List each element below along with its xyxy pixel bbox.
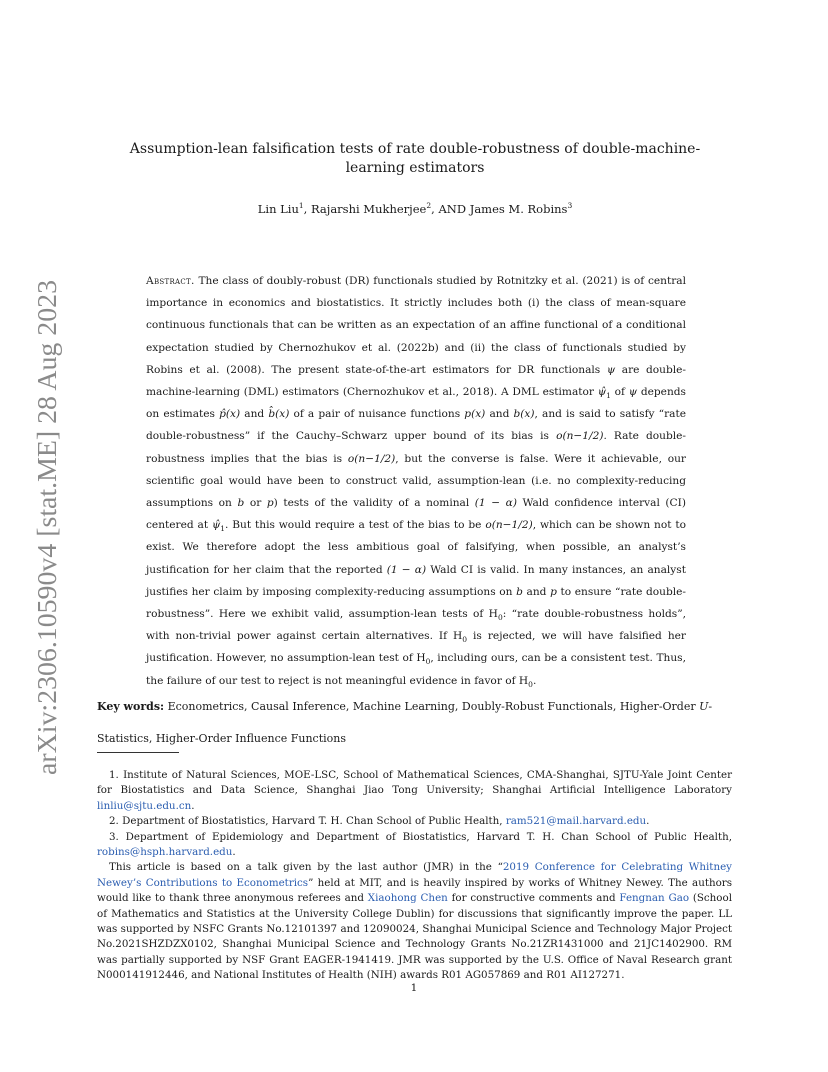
footnote-1: 1. Institute of Natural Sciences, MOE-LSC, School of Mathematical Sciences, CMA-Shanghai, SJTU-Yale Joint Center for Biostatistics and Data Science, Shanghai Jiao Tong University; Shanghai Artificial Intelligence Laboratory linliu@sjtu.edu.cn. bbox=[97, 769, 732, 812]
page-number: 1 bbox=[410, 982, 418, 994]
affiliation-mark: 3 bbox=[567, 201, 573, 211]
math-p: p bbox=[550, 585, 557, 598]
acknowledgement: This article is based on a talk given by the last author (JMR) in the “2019 Conference for Celebrating Whitney Newey’s Contributions to Econometrics” held at MIT, and is heavily inspired by works of Whitney Newey. The authors would like to thank three anonymous referees and Xiaohong Chen for constructive comments and Fengnan Gao (School of Mathematics and Statistics at the University College Dublin) for discussions that significantly improve the paper. LL was supported by NSFC Grants No.12101397 and 12090024, Shanghai Municipal Science and Technology Major Project No.2021SHZDZX0102, Shanghai Municipal Science and Technology Grants No.21ZR1431000 and 21JC1402900. RM was partially supported by NSF Grant EAGER-1941419. JMR was supported by the U.S. Office of Naval Research grant N000141912446, and National Institutes of Health (NIH) awards R01 AG057869 and R01 AI127271. bbox=[97, 861, 732, 982]
math-rate: o(n−1/2) bbox=[485, 519, 533, 532]
person-link-chen[interactable]: Xiaohong Chen bbox=[367, 892, 448, 905]
person-link-gao[interactable]: Fengnan Gao bbox=[619, 892, 690, 905]
math-p: p bbox=[266, 497, 274, 510]
math-p-x: p(x) bbox=[464, 408, 486, 421]
author-name: Lin Liu bbox=[257, 202, 299, 216]
math-rate: o(n−1/2) bbox=[347, 452, 396, 465]
author-name: James M. Robins bbox=[469, 202, 568, 216]
math-b-x: b(x) bbox=[513, 408, 535, 421]
paper-title: Assumption-lean falsification tests of rate double-robustness of double-machine-learning estimators bbox=[129, 141, 701, 176]
affiliation-mark: 1 bbox=[298, 201, 304, 211]
abstract-label: Abstract. bbox=[146, 275, 195, 287]
math-b: b bbox=[516, 585, 523, 598]
email-link-mukherjee[interactable]: ram521@mail.harvard.edu bbox=[505, 815, 647, 828]
footnote-divider bbox=[97, 752, 179, 753]
author-list: Lin Liu$^1$, Rajarshi Mukherjee$^2$, AND James M. Robins$^3$ bbox=[257, 201, 573, 216]
math-rate: o(n−1/2) bbox=[556, 430, 604, 443]
math-psi-hat: ψ̂ bbox=[211, 519, 221, 532]
math-p-hat: p̂(x) bbox=[219, 408, 241, 421]
arxiv-stamp-text: arXiv:2306.10590v4 [stat.ME] 28 Aug 2023 bbox=[32, 295, 62, 775]
math-psi-hat: ψ̂ bbox=[597, 386, 607, 399]
math-psi: ψ bbox=[606, 363, 616, 376]
email-link-liu[interactable]: linliu@sjtu.edu.cn bbox=[97, 799, 192, 812]
conference-link[interactable]: 2019 Conference for Celebrating Whitney Newey’s Contributions to Econometrics bbox=[97, 861, 732, 889]
math-b-hat: b̂(x) bbox=[268, 408, 290, 421]
abstract: Abstract. The class of doubly-robust (DR) functionals studied by Rotnitzky et al. (2021) is of central importance in economics and biostatistics. It strictly includes both (i) the class of mean-square continuous functionals that can be written as an expectation of an affine functional of a conditional expectation studied by Chernozhukov et al. (2022b) and (ii) the class of functionals studied by Robins et al. (2008). The present state-of-the-art estimators for DR functionals ψ are double-machine-learning (DML) estimators (Chernozhukov et al., 2018). A DML estimator $\psî_1$ of ψ depends on estimates p̂(x) and b̂(x) of a pair of nuisance functions p(x) and b(x), and is said to satisfy “rate double-robustness” if the Cauchy–Schwarz upper bound of its bias is o(n−1/2). Rate double-robustness implies that the bias is o(n−1/2), but the converse is false. Were it achievable, our scientific goal would have been to construct valid, assumption-lean (i.e. no complexity-reducing assumptions on b or p) tests of the validity of a nominal (1 − α) Wald confidence interval (CI) centered at $\psî_1$. But this would require a test of the bias to be o(n−1/2), which can be shown not to exist. We therefore adopt the less ambitious goal of falsifying, when possible, an analyst’s justification for her claim that the reported (1 − α) Wald CI is valid. In many instances, an analyst justifies her claim by imposing complexity-reducing assumptions on b and p to ensure “rate double-robustness”. Here we exhibit valid, assumption-lean tests of $H_0$: “rate double-robustness holds”, with non-trivial power against certain alternatives. If $H_0$ is rejected, we will have falsified her justification. However, no assumption-lean test of $H_0$, including ours, can be a consistent test. Thus, the failure of our test to reject is not meaningful evidence in favor of $H_0$. bbox=[146, 275, 687, 689]
email-link-robins[interactable]: robins@hsph.harvard.edu bbox=[97, 846, 233, 859]
math-b: b bbox=[237, 497, 245, 510]
keywords: Key words: Econometrics, Causal Inference, Machine Learning, Doubly-Robust Functionals, Higher-Order U-Statistics, Higher-Order Influence Functions bbox=[97, 700, 713, 745]
footnotes bbox=[97, 768, 732, 984]
math-alpha: (1 − α) bbox=[474, 497, 517, 510]
math-alpha: (1 − α) bbox=[386, 563, 427, 576]
keywords-label: Key words: bbox=[97, 700, 165, 713]
arxiv-stamp bbox=[18, 270, 68, 780]
footnote-2: 2. Department of Biostatistics, Harvard T. H. Chan School of Public Health, ram521@mail.harvard.edu. bbox=[109, 815, 650, 828]
math-psi: ψ bbox=[628, 386, 638, 399]
author-name: Rajarshi Mukherjee bbox=[310, 202, 427, 216]
affiliation-mark: 2 bbox=[426, 201, 432, 211]
footnote-3: 3. Department of Epidemiology and Department of Biostatistics, Harvard T. H. Chan School of Public Health, robins@hsph.harvard.edu. bbox=[97, 830, 732, 859]
